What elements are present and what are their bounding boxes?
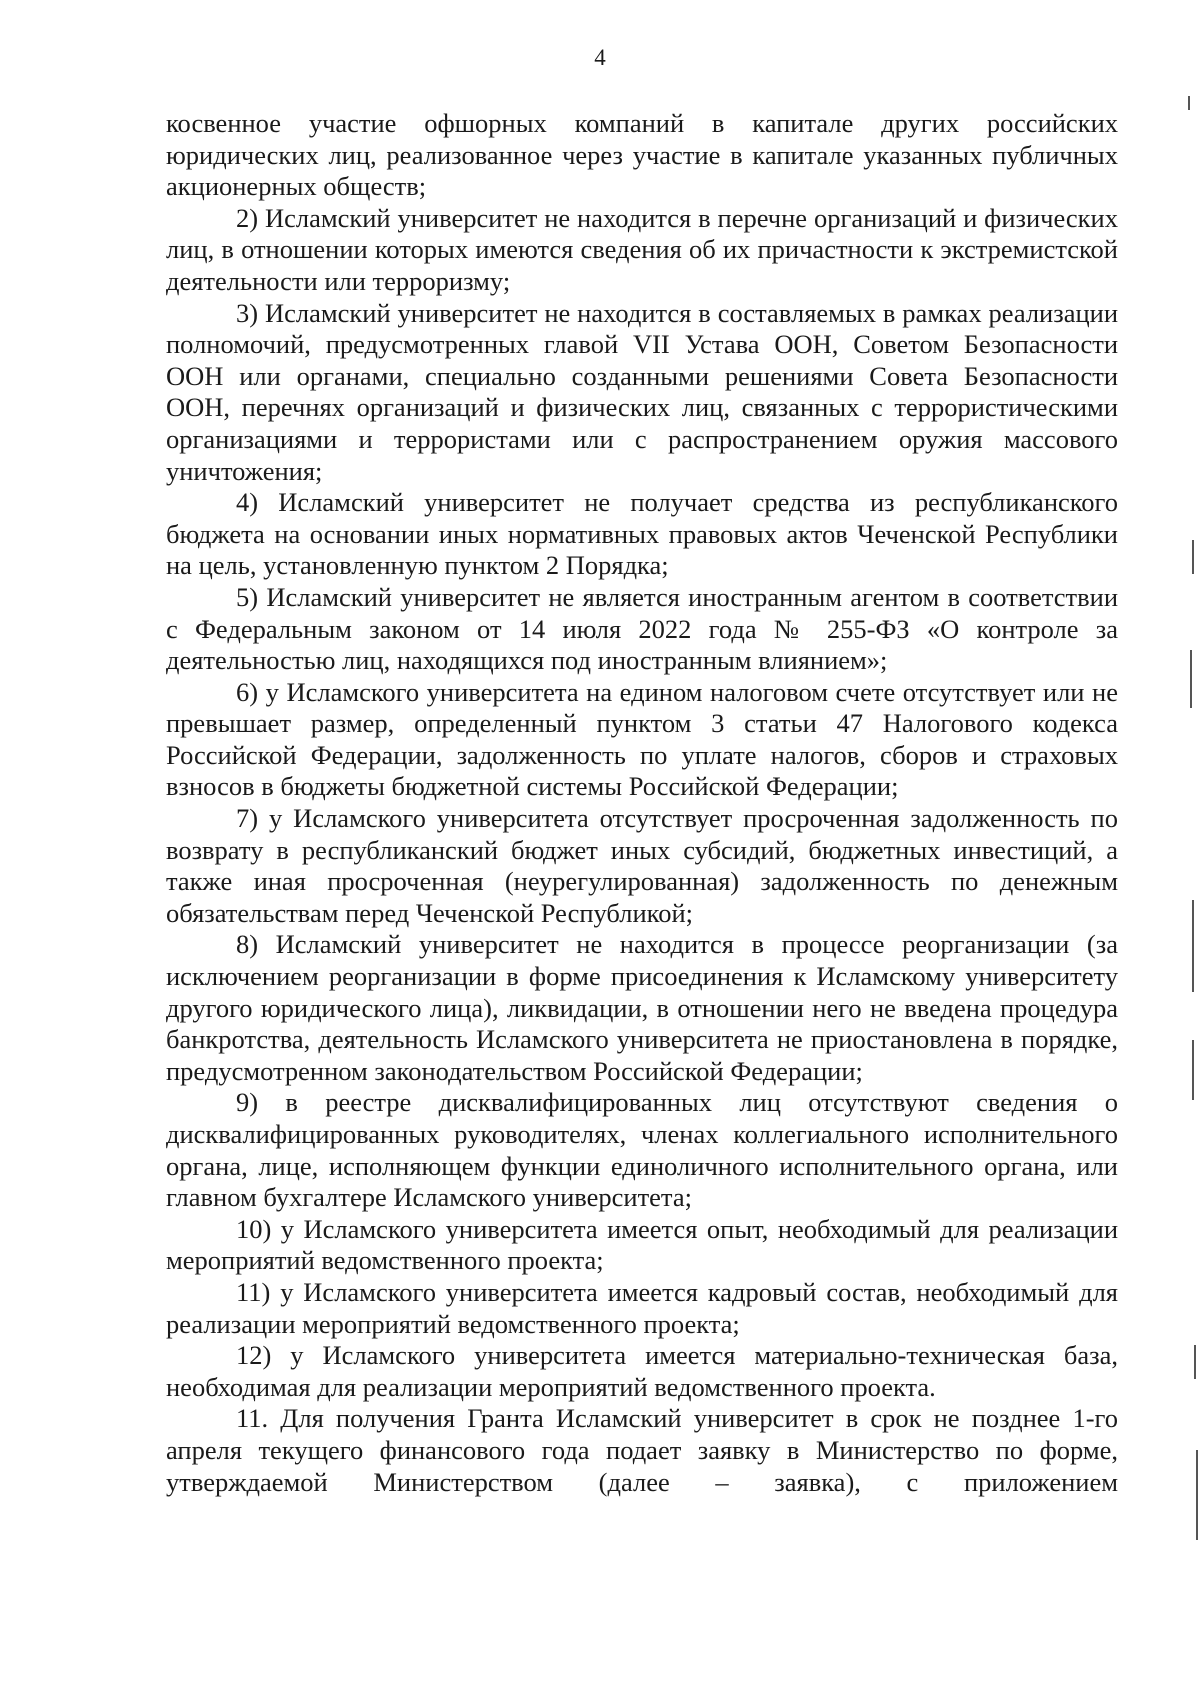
scan-edge-mark bbox=[1188, 96, 1190, 110]
scan-edge-mark bbox=[1192, 900, 1194, 992]
list-item-2: 2) Исламский университет не находится в перечне организаций и физических лиц, в отношении которых имеются сведения об их причастности к экстремистской деятельности или терроризму; bbox=[166, 202, 1118, 296]
list-item-11: 11) у Исламского университета имеется кадровый состав, необходимый для реализации мероприятий ведомственного проекта; bbox=[166, 1276, 1118, 1339]
list-item-8: 8) Исламский университет не находится в процессе реорганизации (за исключением реорганизации в форме присоединения к Исламскому университету другого юридического лица), ликвидации, в отношении него не введена процедура банкротства, деятельность Исламского университета не приостановлена в порядке, предусмотренном законодательством Российской Федерации; bbox=[166, 929, 1118, 1086]
list-item-12: 12) у Исламского университета имеется материально-техническая база, необходимая для реализации мероприятий ведомственного проекта. bbox=[166, 1340, 1118, 1402]
document-body bbox=[166, 108, 1118, 1498]
list-item-7: 7) у Исламского университета отсутствует просроченная задолженность по возврату в республиканский бюджет иных субсидий, бюджетных инвестиций, а также иная просроченная (неурегулированная) задолженность по денежным обязательствам перед Чеченской Республикой; bbox=[166, 803, 1118, 928]
scan-edge-mark bbox=[1192, 1040, 1194, 1100]
page-number: 4 bbox=[594, 45, 606, 70]
list-item-3: 3) Исламский университет не находится в составляемых в рамках реализации полномочий, предусмотренных главой VII Устава ООН, Советом Безопасности ООН или органами, специально созданными решениями Совета Безопасности ООН, перечнях организаций и физических лиц, связанных с террористическими организациями и террористами или с распространением оружия массового уничтожения; bbox=[166, 297, 1118, 486]
scan-edge-mark bbox=[1192, 540, 1194, 574]
section-11-paragraph: 11. Для получения Гранта Исламский университет в срок не позднее 1-го апреля текущего финансового года подает заявку в Министерство по форме, утверждаемой Министерством (далее – заявка), с приложением bbox=[166, 1403, 1118, 1497]
list-item-10: 10) у Исламского университета имеется опыт, необходимый для реализации мероприятий ведомственного проекта; bbox=[166, 1213, 1118, 1276]
list-item-4: 4) Исламский университет не получает средства из республиканского бюджета на основании иных нормативных правовых актов Чеченской Республики на цель, установленную пунктом 2 Порядка; bbox=[166, 487, 1118, 581]
scan-edge-mark bbox=[1190, 650, 1192, 708]
scan-edge-mark bbox=[1194, 1345, 1196, 1379]
scan-edge-mark bbox=[1196, 1450, 1198, 1540]
list-item-5: 5) Исламский университет не является иностранным агентом в соответствии с Федеральным законом от 14 июля 2022 года № 255-ФЗ «О контроле за деятельностью лиц, находящихся под иностранным влиянием»; bbox=[166, 581, 1118, 676]
paragraph-continuation: косвенное участие офшорных компаний в капитале других российских юридических лиц, реализованное через участие в капитале указанных публичных акционерных обществ; bbox=[166, 108, 1118, 202]
list-item-6: 6) у Исламского университета на едином налоговом счете отсутствует или не превышает размер, определенный пунктом 3 статьи 47 Налогового кодекса Российской Федерации, задолженность по уплате налогов, сборов и страховых взносов в бюджеты бюджетной системы Российской Федерации; bbox=[166, 676, 1118, 802]
list-item-9: 9) в реестре дисквалифицированных лиц отсутствуют сведения о дисквалифицированных руководителях, членах коллегиального исполнительного органа, лице, исполняющем функции единоличного исполнительного органа, или главном бухгалтере Исламского университета; bbox=[166, 1087, 1118, 1213]
